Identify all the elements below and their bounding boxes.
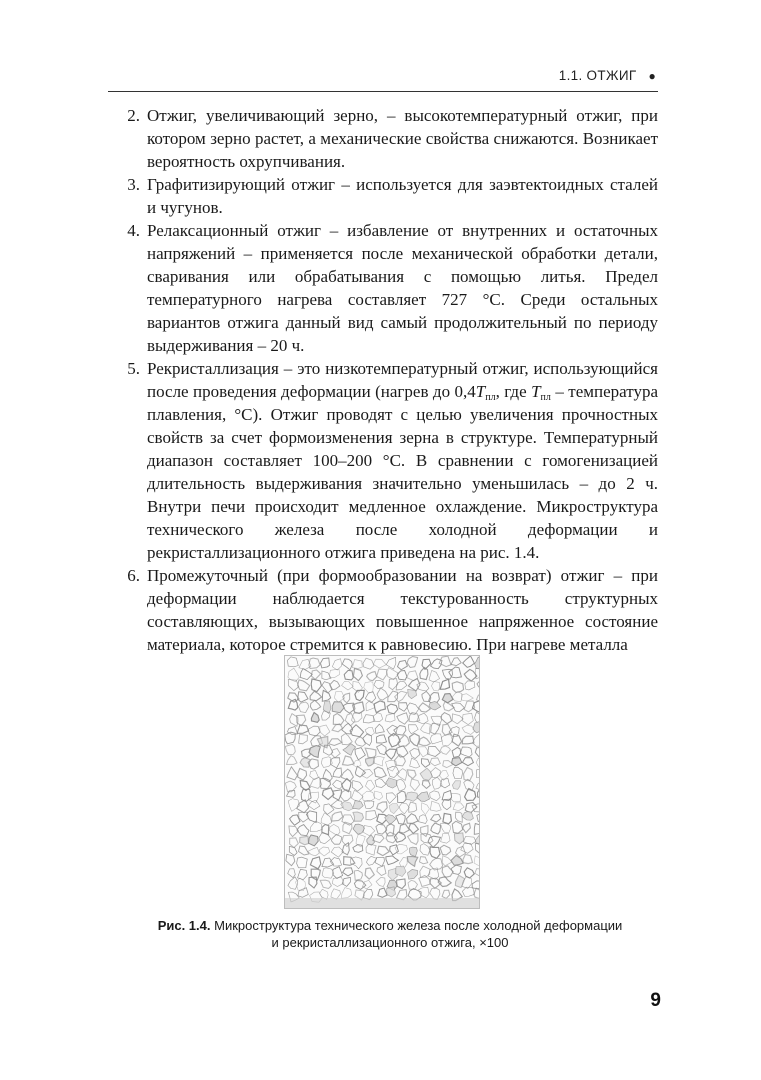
figure-caption bbox=[120, 917, 660, 951]
list-item-number: 6. bbox=[127, 566, 140, 585]
caption-line-1 bbox=[120, 917, 660, 934]
list-item bbox=[118, 357, 658, 564]
text-part: – температура плавления, °С). Отжиг проводят с целью увеличения прочностных свойств за счет формоизменения зерна в структуре. Температурный диапазон составляет 100–200 °С. В сравнении с гомогенизацией длительность выдерживания значительно уменьшилась – до 2 ч. Внутри печи происходит медленное охлаждение. Микроструктура технического железа после холодной деформации и рекристаллизационного отжига приведена на рис. 1.4. bbox=[147, 382, 658, 562]
list-item-number: 4. bbox=[127, 221, 140, 240]
running-title: 1.1. ОТЖИГ bbox=[558, 68, 637, 83]
list-item bbox=[118, 219, 658, 357]
list-item-text: Графитизирующий отжиг – используется для заэвтектоидных сталей и чугунов. bbox=[147, 175, 658, 217]
list-item-number: 3. bbox=[127, 175, 140, 194]
caption-label: Рис. 1.4. bbox=[157, 918, 211, 933]
list-item bbox=[118, 173, 658, 219]
microstructure-figure bbox=[284, 655, 480, 909]
running-head bbox=[60, 68, 656, 83]
caption-text-1: Микроструктура технического железа после холодной деформации bbox=[214, 918, 623, 933]
list-item-text bbox=[147, 359, 658, 562]
page-number: 9 bbox=[650, 990, 661, 1011]
list-item-number: 2. bbox=[127, 106, 140, 125]
header-bullet-icon: ● bbox=[648, 69, 656, 83]
list-item-text: Промежуточный (при формообразовании на возврат) отжиг – при деформации наблюдается текстурованность структурных составляющих, вызывающих повышенное напряженное состояние материала, которое стремится к равновесию. При нагреве металла bbox=[147, 566, 658, 654]
melting-temp-subscript: пл bbox=[485, 392, 496, 403]
list-item bbox=[118, 104, 658, 173]
melting-temp-symbol: T bbox=[531, 382, 541, 401]
text-part: Рекристаллизация – это низкотемпературный отжиг, использующийся после проведения деформации (нагрев до 0,4 bbox=[147, 359, 658, 401]
melting-temp-subscript: пл bbox=[540, 392, 551, 403]
text-part: , где bbox=[495, 382, 532, 401]
list-item bbox=[118, 564, 658, 656]
melting-temp-symbol: T bbox=[475, 382, 486, 401]
list-item-text: Релаксационный отжиг – избавление от внутренних и остаточных напряжений – применяется после механической обработки детали, сваривания или обрабатывания с помощью литья. Предел температурного нагрева составляет 727 °С. Среди остальных вариантов отжига данный вид самый продолжительный по периоду выдерживания – 20 ч. bbox=[147, 221, 658, 355]
microstructure-image bbox=[285, 656, 479, 908]
body-text bbox=[118, 104, 658, 656]
header-rule bbox=[108, 91, 658, 92]
numbered-list bbox=[118, 104, 658, 656]
list-item-text: Отжиг, увеличивающий зерно, – высокотемпературный отжиг, при котором зерно растет, а механические свойства снижаются. Возникает вероятность охрупчивания. bbox=[147, 106, 658, 171]
caption-line-2: и рекристаллизационного отжига, ×100 bbox=[271, 935, 509, 950]
list-item-number: 5. bbox=[127, 359, 140, 378]
